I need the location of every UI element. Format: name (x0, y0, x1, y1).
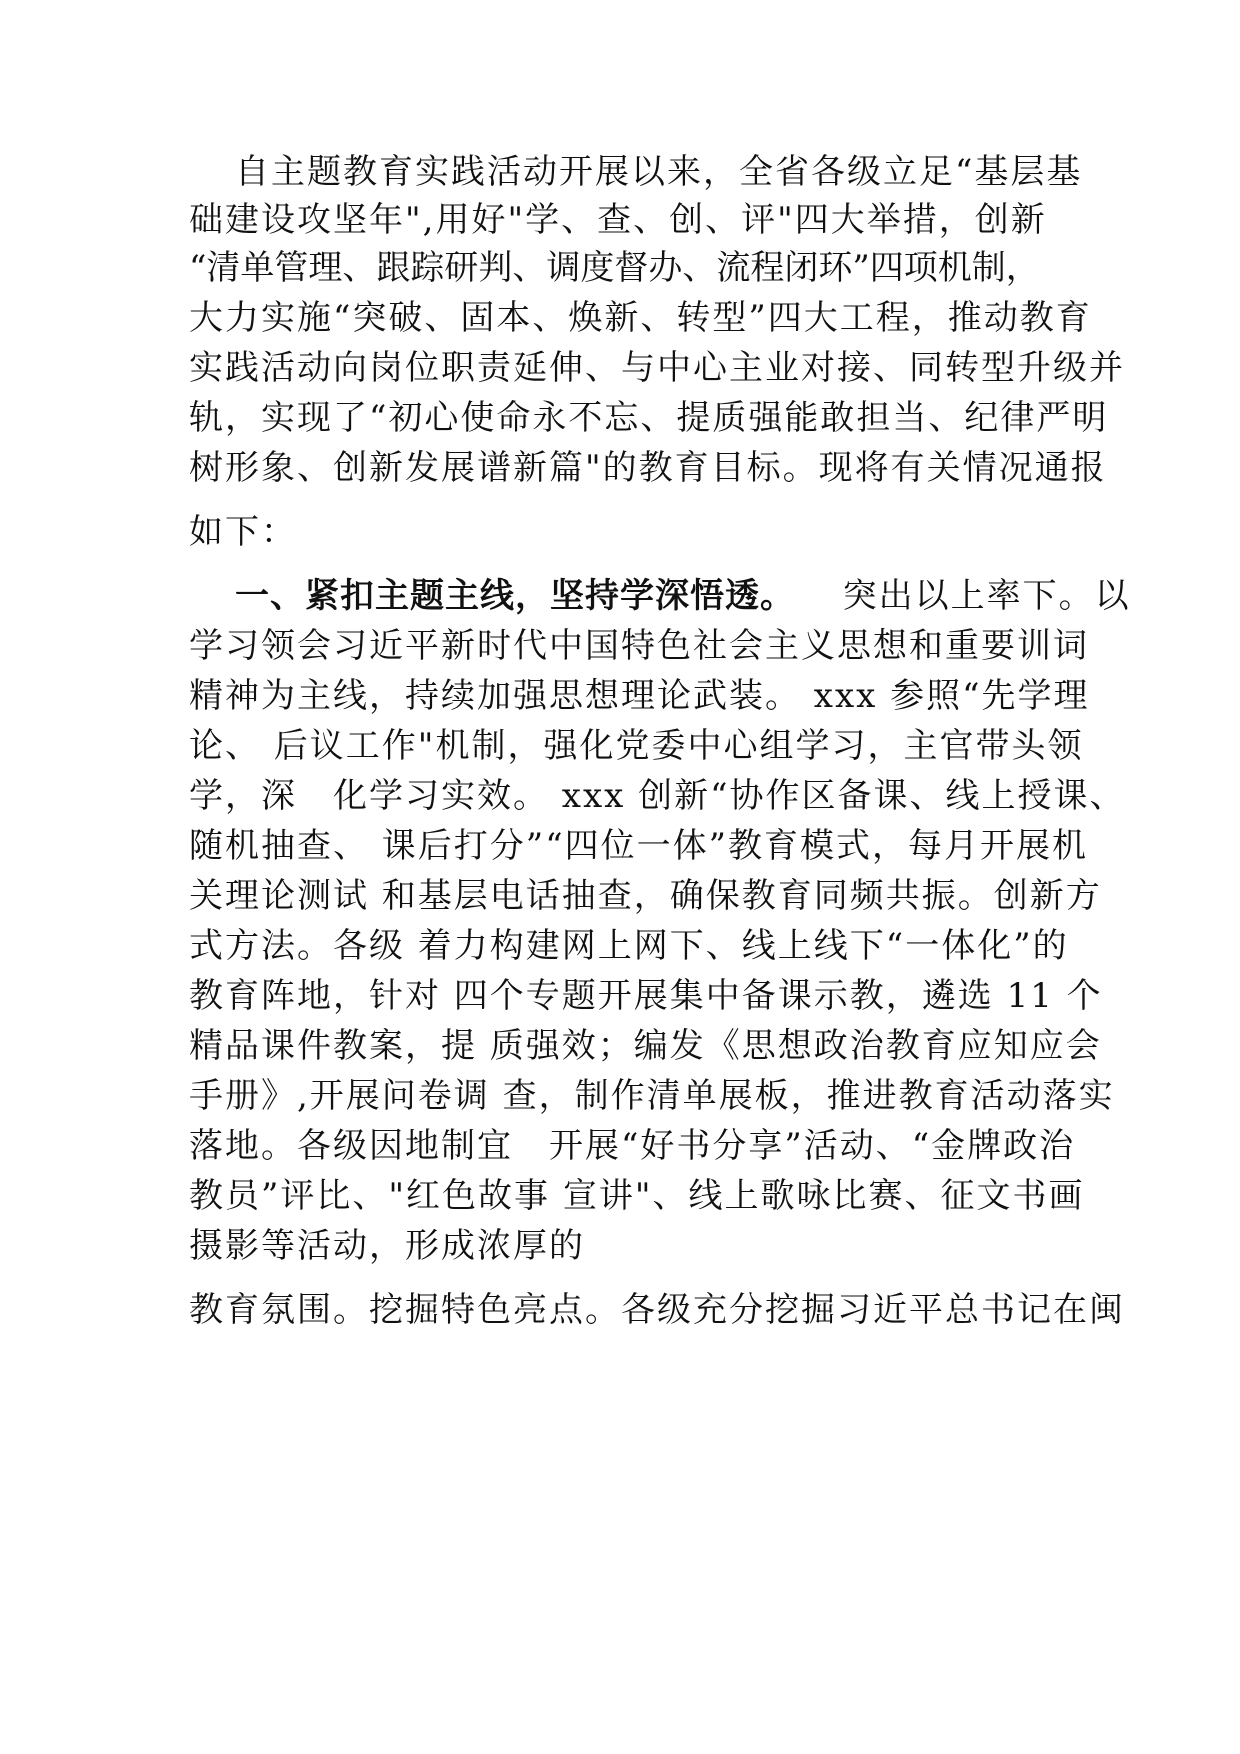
section-line-1-text: 突出以上率下。以 (842, 576, 1131, 616)
section-line-4: 论、 后议工作"机制，强化党委中心组学习，主官带头领 (189, 726, 1084, 766)
section-line-12: 落地。各级因地制宜 开展“好书分享”活动、“金牌政治 (189, 1126, 1076, 1166)
section-line-6: 随机抽查、 课后打分”“四位一体”教育模式，每月开展机 (189, 826, 1088, 866)
section-heading: 一、紧扣主题主线，坚持学深悟透。 (235, 576, 795, 616)
section-line-5: 学，深 化学习实效。 xxx 创新“协作区备课、线上授课、 (189, 776, 1126, 816)
section-line-11: 手册》,开展问卷调 查，制作清单展板，推进教育活动落实 (189, 1076, 1115, 1116)
paragraph-line-6: 轨，实现了“初心使命永不忘、提质强能敢担当、纪律严明 (189, 398, 1109, 438)
section-line-10: 精品课件教案，提 质强效；编发《思想政治教育应知应会 (189, 1026, 1102, 1066)
paragraph-line-5: 实践活动向岗位职责延伸、与中心主业对接、同转型升级并 (189, 348, 1125, 388)
section-line-2: 学习领会习近平新时代中国特色社会主义思想和重要训词 (189, 626, 1089, 666)
section-line-8: 式方法。各级 着力构建网上网下、线上线下“一体化”的 (189, 926, 1069, 966)
paragraph-line-1: 自主题教育实践活动开展以来，全省各级立足“基层基 (235, 152, 1083, 192)
section-line-3: 精神为主线，持续加强思想理论武装。 xxx 参照“先学理 (189, 676, 1090, 716)
section-line-13: 教员”评比、"红色故事 宣讲"、线上歌咏比赛、征文书画 (189, 1176, 1085, 1216)
section-line-14: 摄影等活动，形成浓厚的 (189, 1226, 585, 1266)
paragraph-line-3: “清单管理、跟踪研判、调度督办、流程闭环”四项机制， (189, 248, 1040, 288)
paragraph-line-2: 础建设攻坚年",用好"学、查、创、评"四大举措，创新 (189, 200, 1047, 240)
section-line-7: 关理论测试 和基层电话抽查，确保教育同频共振。创新方 (189, 876, 1102, 916)
section-line-9: 教育阵地，针对 四个专题开展集中备课示教，遴选 11 个 (189, 976, 1103, 1016)
paragraph-line-4: 大力实施“突破、固本、焕新、转型”四大工程，推动教育 (189, 298, 1092, 338)
section-line-15: 教育氛围。挖掘特色亮点。各级充分挖掘习近平总书记在闽 (189, 1290, 1125, 1330)
section-line-1 (235, 572, 1131, 620)
paragraph-line-8: 如下： (189, 512, 297, 552)
paragraph-line-7: 树形象、创新发展谱新篇"的教育目标。现将有关情况通报 (189, 448, 1107, 488)
